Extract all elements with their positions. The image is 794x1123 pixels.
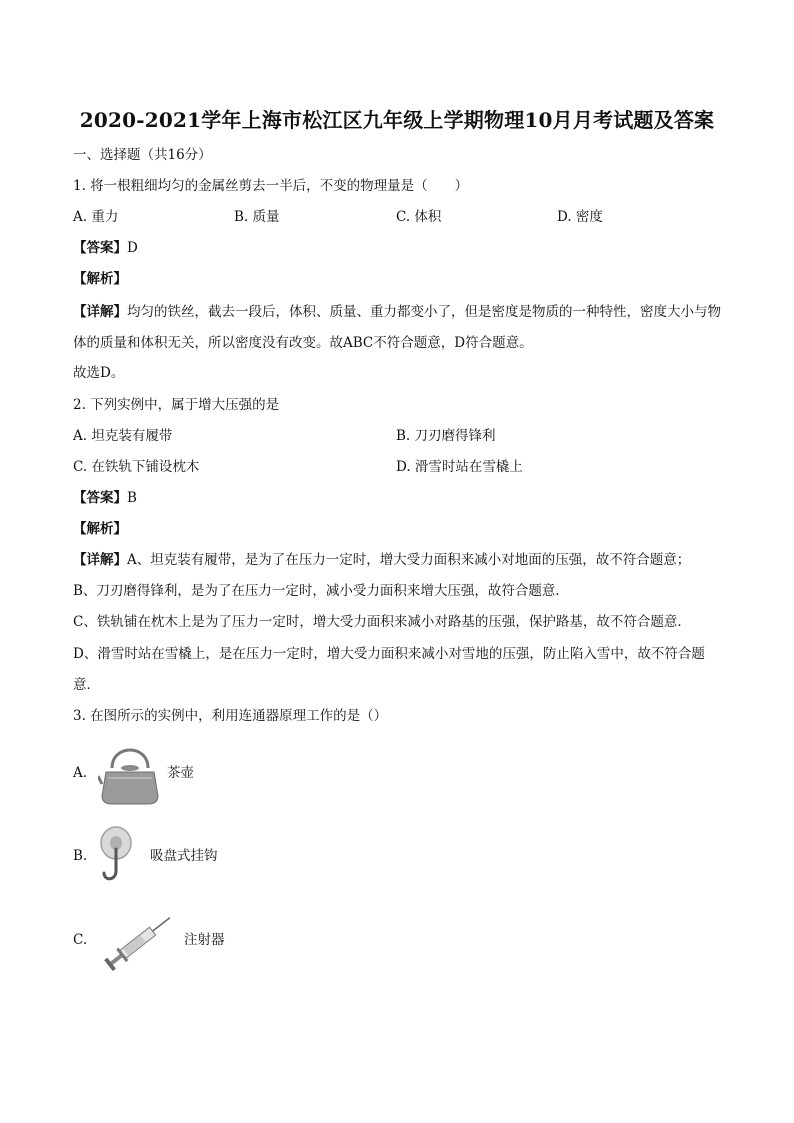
q2-detail-b: B、刀刃磨得锋利，是为了在压力一定时，减小受力面积来增大压强，故符合题意．	[73, 583, 569, 599]
q2-detail-a	[73, 550, 690, 570]
q1-detail	[73, 297, 721, 359]
q2-detail-d: D、滑雪时站在雪橇上，是在压力一定时，增大受力面积来减小对雪地的压强，防止陷入雪中，故不符合题意．	[73, 646, 705, 693]
q3-option-b-label: 吸盘式挂钩	[150, 848, 218, 864]
detail-tag: 【详解】	[73, 304, 127, 320]
detail-tag: 【详解】	[73, 552, 127, 568]
suction-hook-icon	[96, 825, 136, 887]
detail-text: 均匀的铁丝，截去一段后，体积、质量、重力都变小了，但是密度是物质的一种特性，密度大小与物体的质量和体积无关，所以密度没有改变。故ABC不符合题意，D符合题意。	[73, 304, 721, 351]
q3-option-a-letter: A.	[73, 765, 88, 781]
q2-option-b: B. 刀刃磨得锋利	[396, 428, 496, 444]
q1-conclusion: 故选D。	[73, 365, 125, 381]
q1-answer	[73, 238, 138, 258]
q3-option-b-letter: B.	[73, 848, 88, 864]
q2-option-c: C. 在铁轨下铺设枕木	[73, 459, 200, 475]
teapot-icon	[98, 738, 162, 808]
q1-option-b: B. 质量	[234, 209, 280, 225]
answer-tag: 【答案】	[73, 240, 127, 256]
q2-stem: 2. 下列实例中，属于增大压强的是	[73, 397, 280, 413]
syringe-icon	[100, 906, 180, 976]
q3-option-c-letter: C.	[73, 932, 88, 948]
page-title: 2020-2021学年上海市松江区九年级上学期物理10月月考试题及答案	[79, 108, 715, 132]
q1-stem: 1. 将一根粗细均匀的金属丝剪去一半后，不变的物理量是（ ）	[73, 178, 469, 194]
q3-option-a-label: 茶壶	[167, 765, 194, 781]
q1-option-d: D. 密度	[557, 209, 603, 225]
q3-option-c-label: 注射器	[184, 932, 225, 948]
detail-text: A、坦克装有履带，是为了在压力一定时，增大受力面积来减小对地面的压强，故不符合题意；	[127, 552, 691, 568]
q2-analysis-tag: 【解析】	[73, 521, 127, 537]
q2-answer	[73, 488, 137, 508]
answer-value: D	[127, 240, 138, 256]
q1-analysis-tag: 【解析】	[73, 271, 127, 287]
answer-tag: 【答案】	[73, 490, 127, 506]
q3-stem: 3. 在图所示的实例中，利用连通器原理工作的是（）	[73, 708, 388, 724]
q1-option-c: C. 体积	[396, 209, 442, 225]
q2-option-d: D. 滑雪时站在雪橇上	[396, 459, 523, 475]
q1-option-a: A. 重力	[73, 209, 119, 225]
q2-detail-c: C、铁轨铺在枕木上是为了压力一定时，增大受力面积来减小对路基的压强，保护路基，故不符合题意．	[73, 614, 691, 630]
section-heading: 一、选择题（共16分）	[73, 147, 212, 163]
answer-value: B	[127, 490, 137, 506]
q2-option-a: A. 坦克装有履带	[73, 428, 173, 444]
